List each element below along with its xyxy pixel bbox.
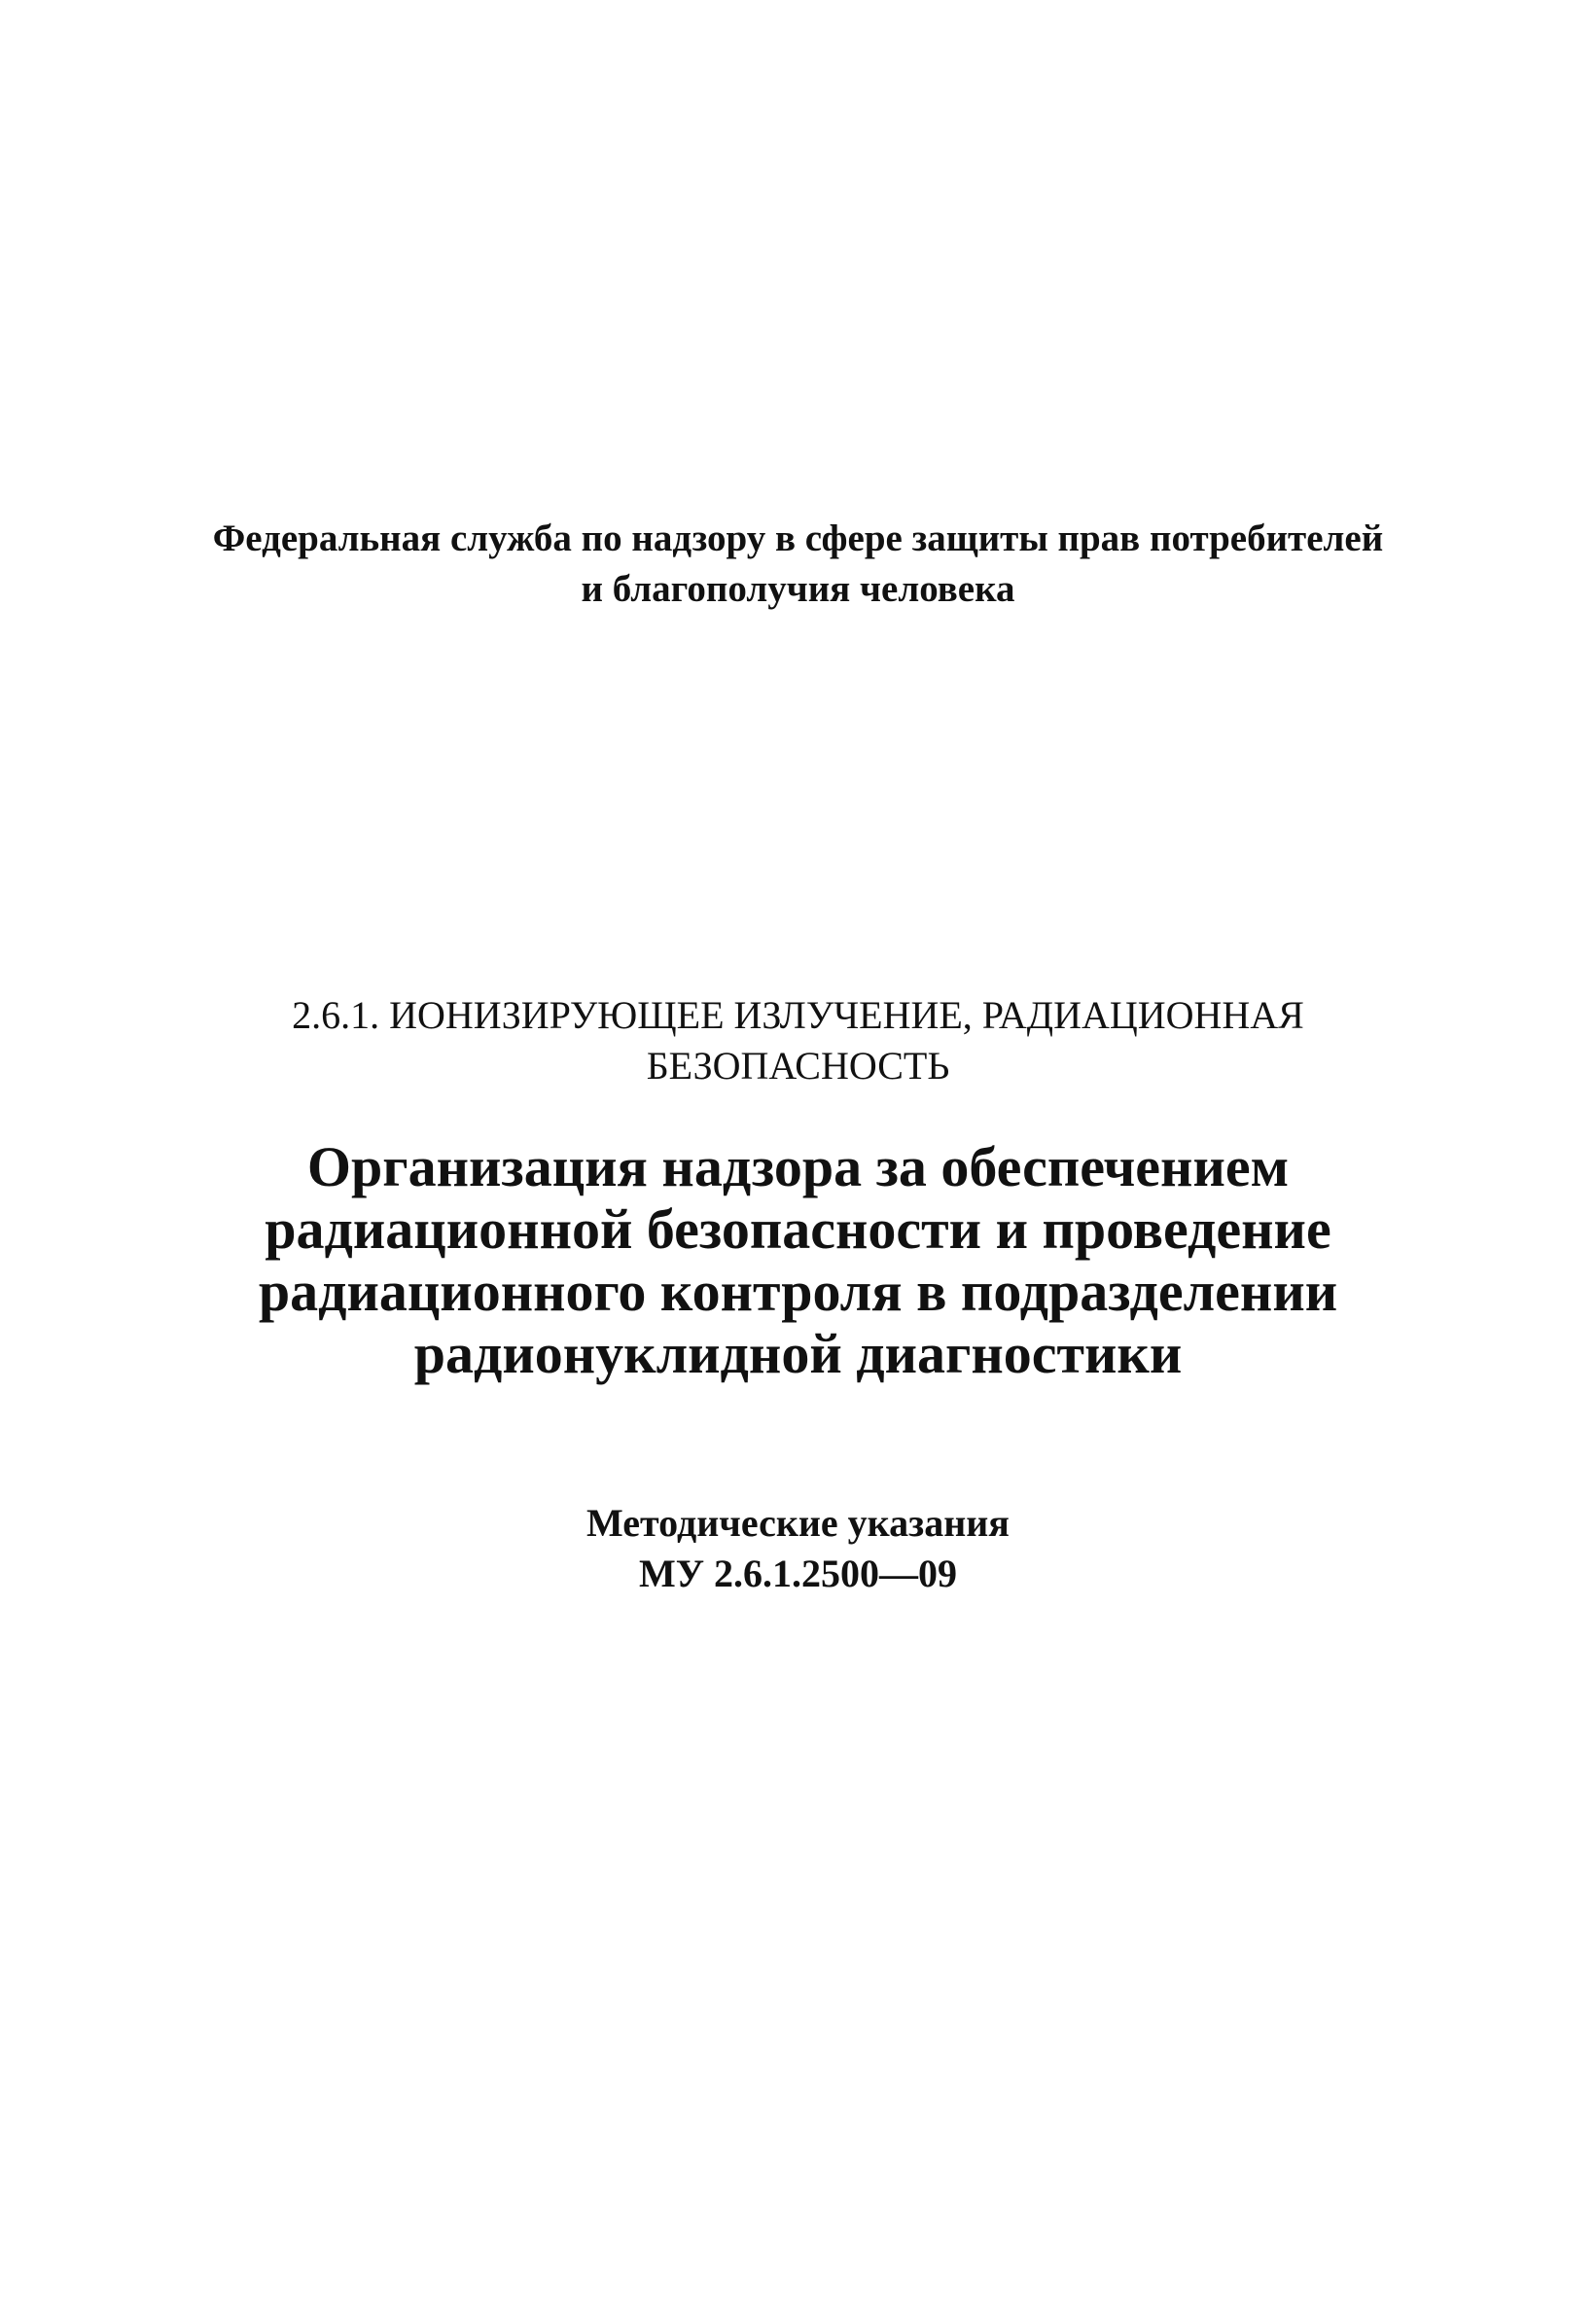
document-code: МУ 2.6.1.2500—09 (638, 1552, 958, 1595)
title-line-2: радиационной безопасности и проведение (265, 1197, 1331, 1261)
issuing-agency (0, 514, 1596, 615)
title-line-3: радиационного контроля в подразделении (258, 1260, 1338, 1323)
agency-line-1: Федеральная служба по надзору в сфере защиты прав потребителей (212, 518, 1384, 559)
section-heading (0, 990, 1596, 1091)
agency-line-2: и благополучия человека (581, 568, 1015, 610)
doctype-line-1: Методические указания (586, 1501, 1010, 1545)
document-title (0, 1136, 1596, 1385)
document-type (0, 1498, 1596, 1599)
section-line-2: БЕЗОПАСНОСТЬ (646, 1044, 950, 1088)
title-line-1: Организация надзора за обеспечением (306, 1135, 1290, 1198)
title-line-4: радионуклидной диагностики (413, 1322, 1183, 1385)
section-line-1: 2.6.1. ИОНИЗИРУЮЩЕЕ ИЗЛУЧЕНИЕ, РАДИАЦИОННАЯ (292, 993, 1304, 1037)
